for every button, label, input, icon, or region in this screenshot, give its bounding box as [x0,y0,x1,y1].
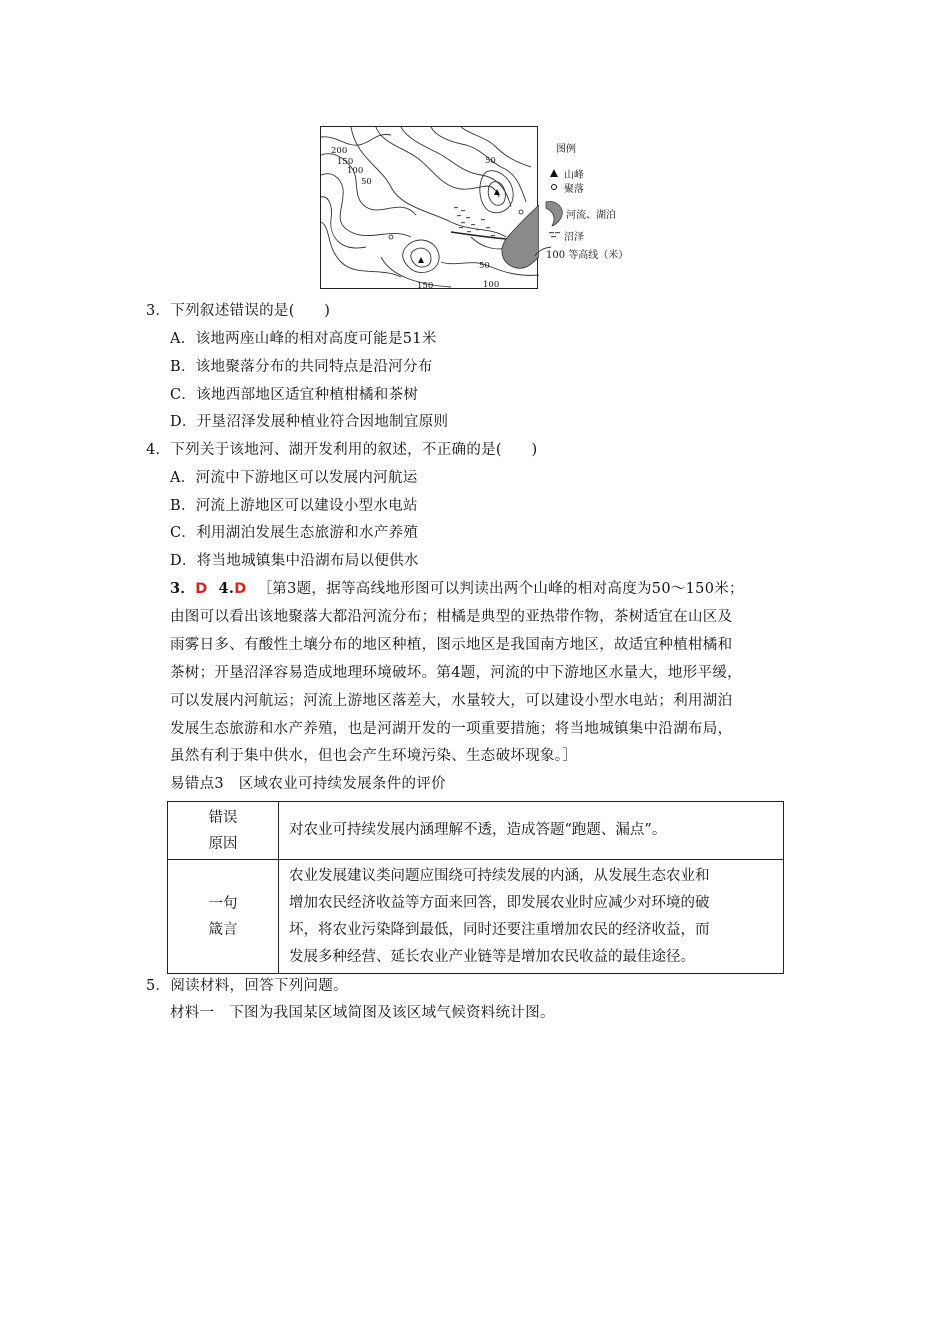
peak-triangle-icon [548,168,560,178]
explanation-line: 由图可以看出该地聚落大都沿河流分布；柑橘是典型的亚热带作物，茶树适宜在山区及 [170,609,733,625]
settlement-circle-icon [548,182,560,192]
question-4-stem: 4．下列关于该地河、湖开发利用的叙述，不正确的是( ) [146,442,538,458]
question-4-option-a: A．河流中下游地区可以发展内河航运 [170,470,418,486]
river-lake-icon [544,198,568,228]
explanation-line: ［第3题，据等高线地形图可以判读出两个山峰的相对高度为50～150米； [257,581,744,597]
section-title: 易错点3 区域农业可持续发展条件的评价 [170,776,446,792]
contour-label: 150 [417,281,434,290]
question-3-option-c: C．该地西部地区适宜种植柑橘和茶树 [170,387,419,403]
contour-map-drawing [321,127,539,290]
question-5-material: 材料一 下图为我国某区域简图及该区域气候资料统计图。 [170,1005,555,1021]
answer-4-letter: D [234,581,247,597]
legend-label: 山峰 [564,170,584,181]
contour-label: 150 [337,157,354,167]
answer-first-line [170,578,744,600]
contour-label: 100 [483,280,500,290]
legend-title: 图例 [556,144,576,155]
table-header-cell: 一句 箴言 [168,860,279,974]
question-4-option-c: C．利用湖泊发展生态旅游和水产养殖 [170,525,419,541]
swamp-icon [548,230,562,240]
legend-label: 聚落 [564,184,584,195]
table-content-cell: 对农业可持续发展内涵理解不透，造成答题“跑题、漏点”。 [279,802,784,860]
explanation-line: 虽然有利于集中供水，但也会产生环境污染、生态破坏现象。］ [170,748,578,764]
question-3-option-d: D．开垦沼泽发展种植业符合因地制宜原则 [170,414,449,430]
question-5-stem: 5．阅读材料，回答下列问题。 [146,978,348,994]
legend-label: 沼泽 [564,232,584,243]
question-3-stem: 3．下列叙述错误的是( ) [146,303,331,319]
question-4-option-b: B．河流上游地区可以建设小型水电站 [170,498,418,514]
explanation-line: 可以发展内河航运；河流上游地区落差大，水量较大，可以建设小型水电站；利用湖泊 [170,693,733,709]
table-row [168,860,784,974]
contour-label: 200 [331,146,348,156]
answer-3-letter: D [195,581,208,597]
explanation-line: 雨雾日多、有酸性土壤分布的地区种植，图示地区是我国南方地区，故适宜种植柑橘和 [170,637,733,653]
contour-map [320,126,640,291]
table-header-cell: 错误 原因 [168,802,279,860]
legend-label: 100 等高线（米） [546,250,629,261]
contour-label: 50 [361,177,372,187]
map-frame [320,126,538,289]
answer-4-number: 4. [218,580,235,597]
contour-label: 50 [485,156,496,166]
explanation-line: 茶树；开垦沼泽容易造成地理环境破坏。第4题，河流的中下游地区水量大，地形平缓， [170,665,742,681]
question-4-option-d: D．将当地城镇集中沿湖布局以便供水 [170,553,419,569]
map-legend [548,126,658,291]
explanation-line: 发展生态旅游和水产养殖，也是河湖开发的一项重要措施；将当地城镇集中沿湖布局， [170,721,733,737]
error-reason-table [167,801,784,974]
question-3-option-a: A．该地两座山峰的相对高度可能是51米 [170,331,437,347]
table-content-cell: 农业发展建议类问题应围绕可持续发展的内涵，从发展生态农业和 增加农民经济收益等方面来回答，即发展农业时应减少对环境的破 坏，将农业污染降到最低，同时还要注重增加农民的经济收益，而 发展多种经营、延长农业产业链等是增加农民收益的最佳途径。 [279,860,784,974]
legend-label: 河流、湖泊 [566,210,616,221]
contour-label: 100 [347,166,364,176]
question-3-option-b: B．该地聚落分布的共同特点是沿河分布 [170,359,433,375]
contour-label: 50 [479,261,490,271]
answer-3-number: 3． [170,580,196,597]
table-row [168,802,784,860]
